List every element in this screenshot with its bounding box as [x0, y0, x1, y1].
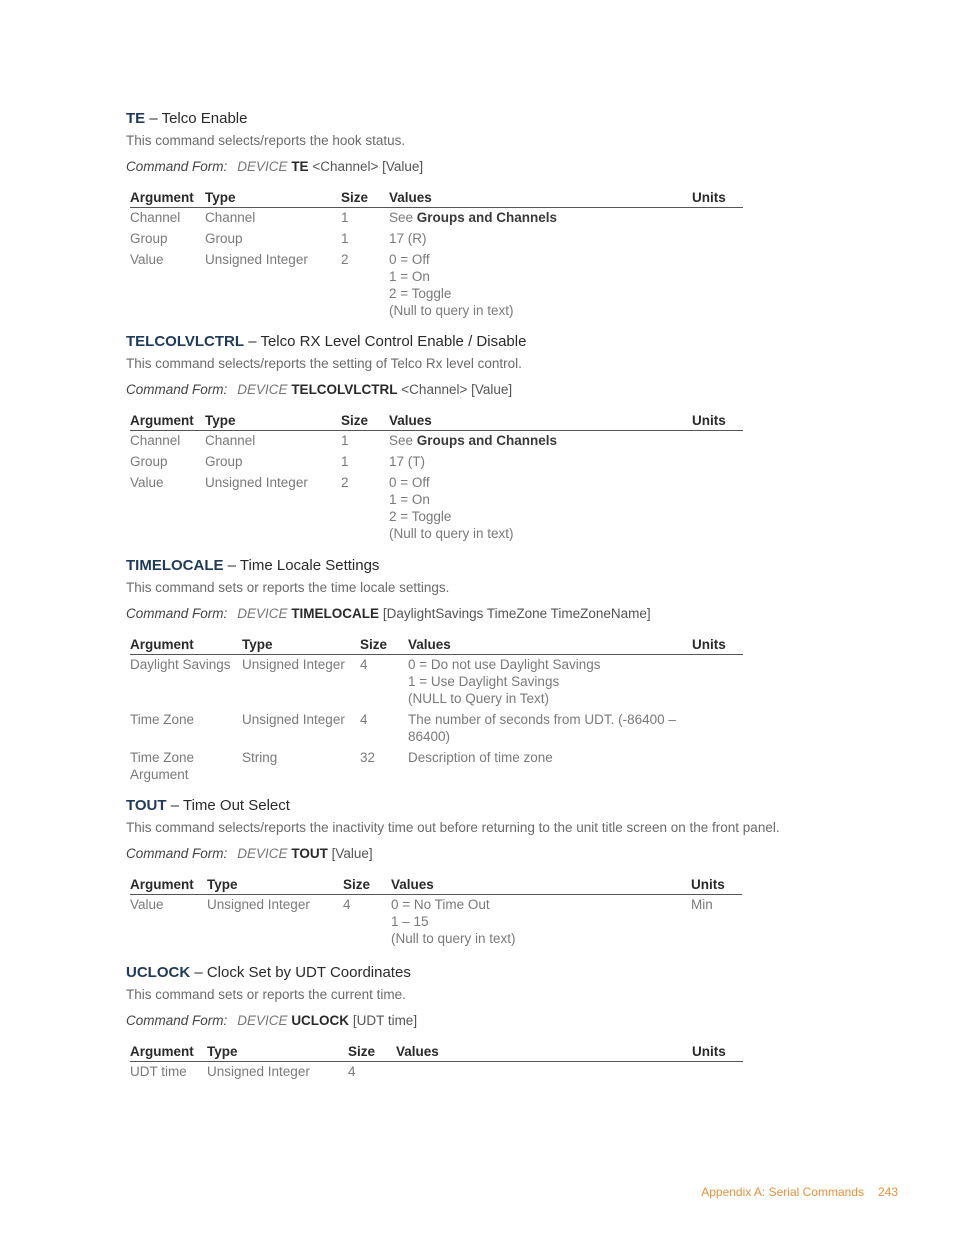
column-header: Units: [692, 637, 743, 655]
command-description: This command selects/reports the hook status.: [126, 133, 406, 148]
cell-units: [692, 473, 743, 545]
argument-table: [130, 1044, 743, 1083]
cell-units: [692, 710, 743, 748]
cell-units: [692, 431, 743, 453]
cell-arg: UDT time: [130, 1064, 187, 1079]
command-title: TELCOLVLCTRL – Telco RX Level Control Enable / Disable: [126, 333, 527, 350]
column-header: Type: [205, 413, 341, 431]
section-te: [126, 110, 746, 322]
cell-type: String: [242, 750, 278, 765]
column-header: Values: [391, 877, 691, 895]
value-line: 17 (T): [389, 454, 426, 469]
command-description: This command sets or reports the time locale settings.: [126, 580, 450, 595]
section-tout: [126, 797, 806, 950]
cell-type: Unsigned Integer: [205, 252, 308, 267]
argument-table: [130, 190, 743, 322]
value-line: 1 – 15: [391, 914, 429, 929]
value-line: 0 = No Time Out: [391, 897, 490, 912]
table-row: [130, 473, 743, 545]
cell-size: 4: [348, 1064, 356, 1079]
values-prefix: See: [389, 433, 417, 448]
cross-reference-link: Groups and Channels: [416, 210, 558, 225]
column-header: Type: [205, 190, 341, 208]
table-row: [130, 250, 743, 322]
column-header: Size: [341, 190, 389, 208]
value-line: 1 = Use Daylight Savings: [408, 674, 560, 689]
table-header-row: [130, 877, 742, 895]
column-header: Type: [207, 1044, 348, 1062]
column-header: Argument: [130, 190, 205, 208]
table-header-row: [130, 190, 743, 208]
argument-table: [130, 637, 743, 786]
cell-type: Unsigned Integer: [205, 475, 308, 490]
cell-values: [389, 452, 692, 473]
argument-table: [130, 877, 742, 950]
cell-arg: Channel: [130, 433, 181, 448]
cell-units: [692, 655, 743, 711]
column-header: Type: [207, 877, 343, 895]
cell-arg: Channel: [130, 210, 181, 225]
value-line: (Null to query in text): [389, 303, 514, 318]
table-row: [130, 208, 743, 230]
cell-arg: Value: [130, 897, 164, 912]
page-footer: [687, 1185, 898, 1199]
footer-section-title: Appendix A: Serial Commands: [701, 1185, 864, 1199]
value-line: (Null to query in text): [389, 526, 514, 541]
cell-values: [389, 229, 692, 250]
table-row: [130, 1062, 743, 1084]
section-uclock: [126, 964, 746, 1083]
cell-size: 4: [343, 897, 351, 912]
command-description: This command sets or reports the current time.: [126, 987, 406, 1002]
cross-reference-link: Groups and Channels: [416, 433, 558, 448]
cell-units: [692, 208, 743, 230]
table-header-row: [130, 413, 743, 431]
column-header: Size: [360, 637, 408, 655]
column-header: Argument: [130, 877, 207, 895]
table-row: [130, 895, 742, 951]
cell-size: 1: [341, 210, 349, 225]
command-form: Command Form: DEVICE TOUT [Value]: [126, 846, 373, 861]
column-header: Units: [691, 877, 742, 895]
value-line: 17 (R): [389, 231, 427, 246]
cell-arg: Value: [130, 252, 164, 267]
cell-arg: Time Zone: [130, 712, 195, 727]
values-prefix: See: [389, 210, 417, 225]
cell-units: [692, 250, 743, 322]
table-row: [130, 710, 743, 748]
value-line: 2 = Toggle: [389, 509, 452, 524]
command-description: This command selects/reports the inactivity time out before returning to the unit title screen on the front panel.: [126, 820, 780, 835]
column-header: Type: [242, 637, 360, 655]
argument-table: [130, 413, 743, 545]
value-line: 0 = Do not use Daylight Savings: [408, 657, 601, 672]
value-line: 2 = Toggle: [389, 286, 452, 301]
cell-size: 1: [341, 454, 349, 469]
cell-values: [389, 208, 692, 230]
cell-arg: Group: [130, 454, 168, 469]
column-header: Values: [389, 190, 692, 208]
cell-arg: Group: [130, 231, 168, 246]
command-form: Command Form: DEVICE TIMELOCALE [DaylightSavings TimeZone TimeZoneName]: [126, 606, 651, 621]
column-header: Values: [389, 413, 692, 431]
cell-type: Unsigned Integer: [207, 1064, 310, 1079]
table-row: [130, 748, 743, 786]
column-header: Units: [692, 190, 743, 208]
table-row: [130, 655, 743, 711]
cell-size: 1: [341, 231, 349, 246]
cell-type: Unsigned Integer: [242, 712, 345, 727]
cell-values: [408, 710, 692, 748]
cell-size: 4: [360, 657, 368, 672]
column-header: Size: [343, 877, 391, 895]
value-line: 0 = Off: [389, 252, 430, 267]
value-line: (NULL to Query in Text): [408, 691, 550, 706]
command-description: This command selects/reports the setting of Telco Rx level control.: [126, 356, 522, 371]
column-header: Size: [341, 413, 389, 431]
cell-values: [396, 1062, 692, 1084]
cell-arg: Daylight Savings: [130, 657, 231, 672]
cell-units: [692, 1062, 743, 1084]
cell-type: Unsigned Integer: [207, 897, 310, 912]
column-header: Values: [396, 1044, 692, 1062]
command-title: TIMELOCALE – Time Locale Settings: [126, 557, 380, 574]
command-title: TOUT – Time Out Select: [126, 797, 290, 814]
value-line: 1 = On: [389, 269, 430, 284]
value-line: 0 = Off: [389, 475, 430, 490]
page-number: 243: [877, 1185, 898, 1199]
cell-units: [692, 452, 743, 473]
column-header: Argument: [130, 413, 205, 431]
value-line: Description of time zone: [408, 750, 553, 765]
column-header: Argument: [130, 637, 242, 655]
table-header-row: [130, 637, 743, 655]
column-header: Units: [692, 413, 743, 431]
cell-values: [408, 748, 692, 786]
cell-size: 2: [341, 475, 349, 490]
cell-type: Channel: [205, 433, 256, 448]
section-telcolvlctrl: [126, 333, 746, 545]
cell-arg: Value: [130, 475, 164, 490]
column-header: Size: [348, 1044, 396, 1062]
column-header: Values: [408, 637, 692, 655]
cell-size: 1: [341, 433, 349, 448]
cell-type: Channel: [205, 210, 256, 225]
cell-units: Min: [691, 897, 713, 912]
cell-size: 4: [360, 712, 368, 727]
cell-values: [389, 431, 692, 453]
table-row: [130, 452, 743, 473]
command-form: Command Form: DEVICE UCLOCK [UDT time]: [126, 1013, 418, 1028]
cell-values: [389, 473, 692, 545]
table-header-row: [130, 1044, 743, 1062]
table-row: [130, 229, 743, 250]
cell-values: [391, 895, 691, 951]
command-form: Command Form: DEVICE TELCOLVLCTRL <Channel> [Value]: [126, 382, 513, 397]
value-line: 1 = On: [389, 492, 430, 507]
command-title: UCLOCK – Clock Set by UDT Coordinates: [126, 964, 411, 981]
section-timelocale: [126, 557, 746, 786]
cell-type: Unsigned Integer: [242, 657, 345, 672]
cell-values: [389, 250, 692, 322]
command-form: Command Form: DEVICE TE <Channel> [Value]: [126, 159, 424, 174]
cell-units: [692, 748, 743, 786]
cell-type: Group: [205, 231, 243, 246]
column-header: Units: [692, 1044, 743, 1062]
cell-units: [692, 229, 743, 250]
table-row: [130, 431, 743, 453]
column-header: Argument: [130, 1044, 207, 1062]
cell-size: 2: [341, 252, 349, 267]
cell-size: 32: [360, 750, 376, 765]
cell-type: Group: [205, 454, 243, 469]
cell-values: [408, 655, 692, 711]
value-line: (Null to query in text): [391, 931, 516, 946]
cell-arg: Time Zone Argument: [130, 750, 195, 782]
command-title: TE – Telco Enable: [126, 110, 248, 127]
value-line: The number of seconds from UDT. (-86400 – 86400): [408, 712, 676, 744]
